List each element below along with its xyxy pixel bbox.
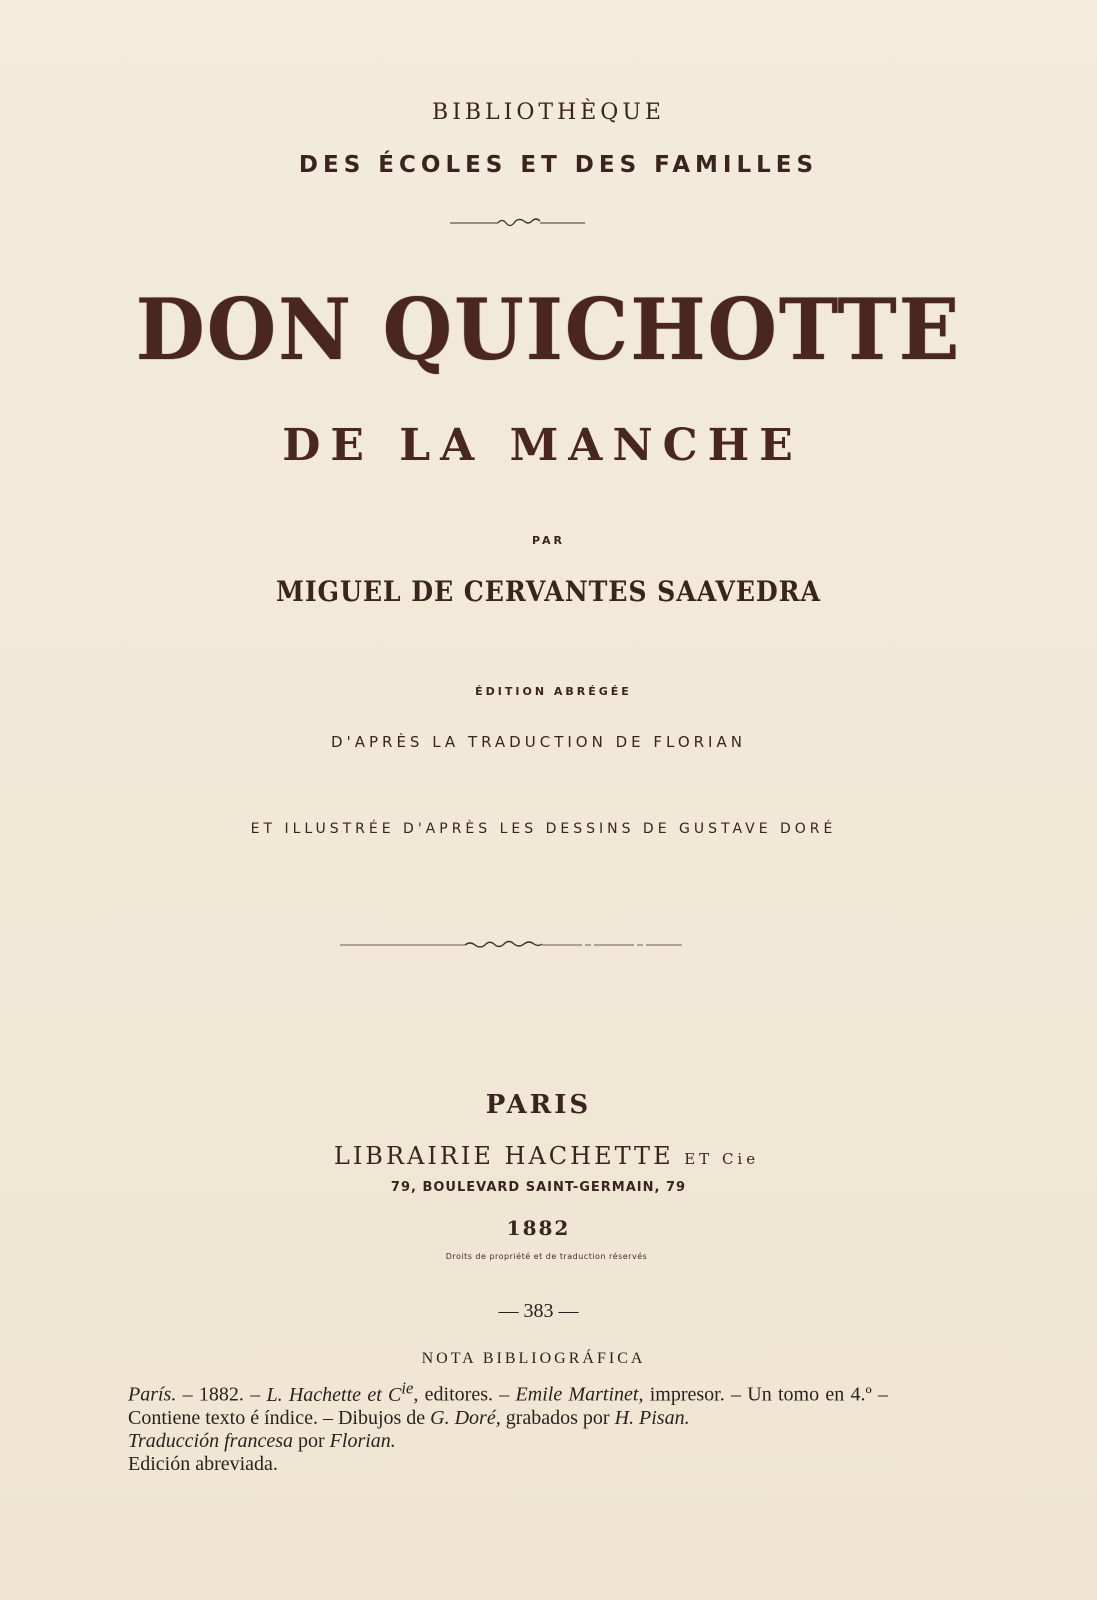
by-label: PAR — [531, 534, 566, 547]
publisher-city: PARIS — [485, 1090, 592, 1120]
edition-note: ÉDITION ABRÉGÉE — [475, 685, 632, 698]
note-year: – 1882. – — [176, 1383, 267, 1406]
bibliographic-note — [128, 1376, 888, 1476]
note-engraver: H. Pisan. — [614, 1406, 690, 1429]
illustration-note: ET ILLUSTRÉE D'APRÈS LES DESSINS DE GUSTAVE DORÉ — [250, 821, 837, 837]
publisher-suffix: ET Cie — [684, 1150, 760, 1168]
series-title-line1: BIBLIOTHÈQUE — [432, 100, 665, 125]
bibliographic-paragraph-1 — [128, 1376, 888, 1430]
note-description: impresor. – Un tomo en 4.º – Contiene texto é índice. – Dibujos de — [128, 1383, 889, 1429]
note-translator: Florian. — [329, 1429, 396, 1452]
note-publisher — [266, 1378, 414, 1406]
author-name: MIGUEL DE CERVANTES SAAVEDRA — [276, 575, 821, 608]
book-subtitle: DE LA MANCHE — [282, 420, 803, 471]
note-publisher-name: L. Hachette et C — [266, 1383, 402, 1406]
note-translation: Traducción francesa — [128, 1429, 293, 1452]
note-place: París. — [128, 1383, 177, 1406]
ornament-divider-top — [450, 216, 585, 230]
note-printer: Emile Martinet, — [515, 1383, 644, 1406]
publication-year: 1882 — [506, 1216, 571, 1240]
ornament-divider-bottom — [340, 938, 682, 952]
translation-note: D'APRÈS LA TRADUCTION DE FLORIAN — [331, 733, 746, 751]
page-number: — 383 — — [498, 1300, 579, 1322]
series-title-line2: DES ÉCOLES ET DES FAMILLES — [298, 152, 819, 178]
note-illustrator: G. Doré, — [430, 1406, 501, 1429]
book-title: DON QUICHOTTE — [135, 280, 962, 379]
publisher-address: 79, BOULEVARD SAINT-GERMAIN, 79 — [390, 1180, 687, 1195]
note-editores: , editores. – — [413, 1383, 516, 1406]
rights-notice: Droits de propriété et de traduction réservés — [445, 1252, 648, 1261]
nota-heading: NOTA BIBLIOGRÁFICA — [421, 1350, 646, 1367]
publisher-name — [0, 1142, 1095, 1170]
note-publisher-sup: ie — [401, 1378, 414, 1397]
bibliographic-paragraph-3: Edición abreviada. — [128, 1452, 278, 1475]
publisher-main: LIBRAIRIE HACHETTE — [333, 1142, 674, 1170]
bibliographic-paragraph-2 — [128, 1430, 888, 1453]
note-engraved-by: grabados por — [500, 1406, 615, 1429]
note-by: por — [293, 1429, 330, 1452]
